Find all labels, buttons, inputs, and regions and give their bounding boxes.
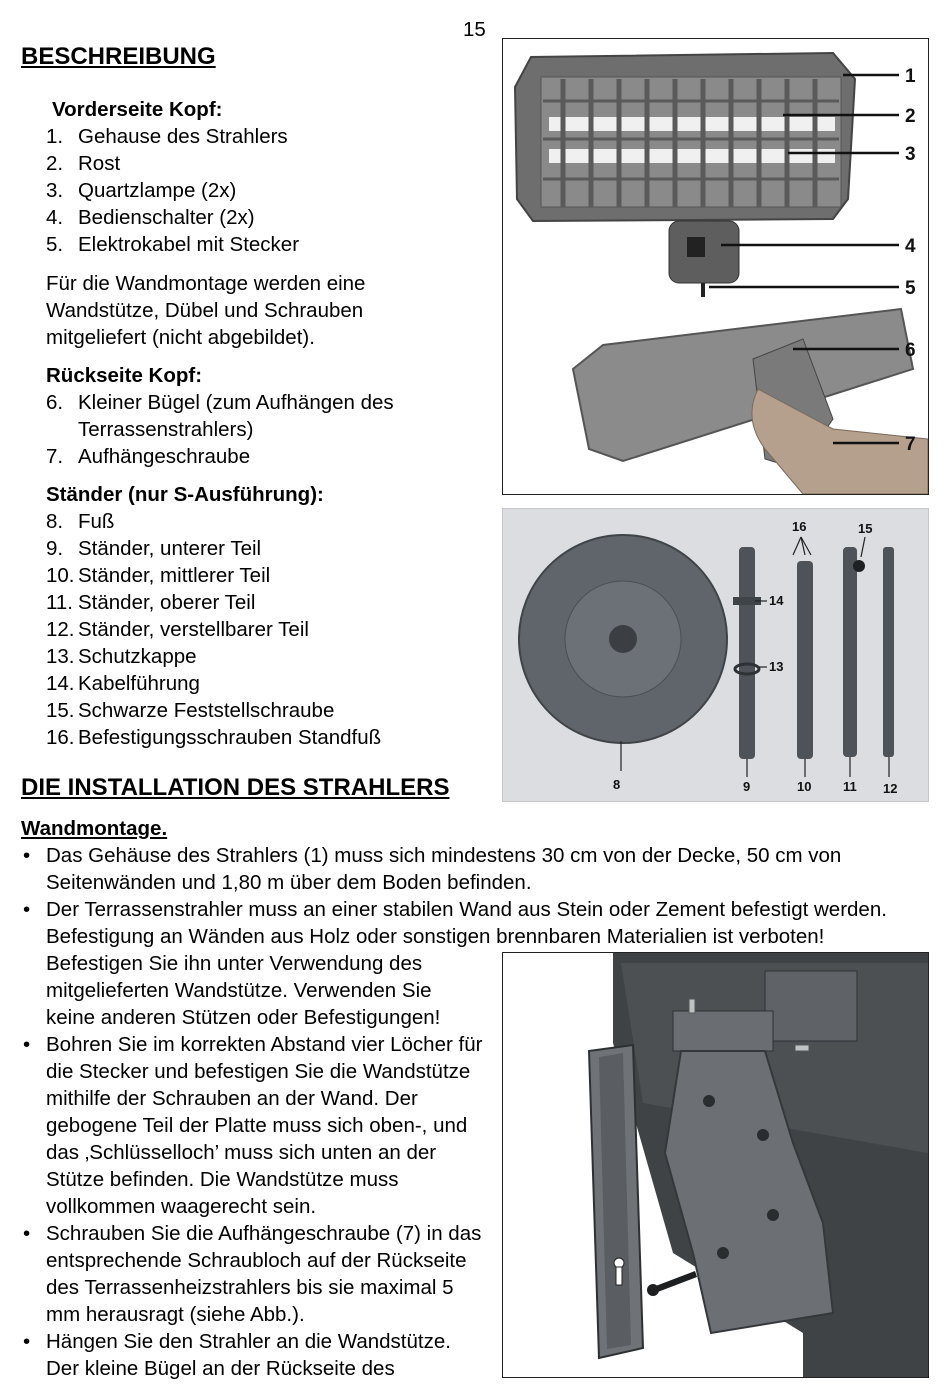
callout-label: 10 (797, 779, 812, 794)
callout-label: 13 (769, 659, 784, 674)
list-item: • Schrauben Sie die Aufhängeschraube (7) in das entsprechende Schraubloch auf der Rückseite des Terrassenheizstrahlers bis sie maximal 5 mm herausragt (siehe Abb.). (20, 1220, 488, 1328)
callout-label: 16 (792, 519, 807, 534)
bullet2-continuation: Befestigen Sie ihn unter Verwendung des mitgelieferten Wandstütze. Verwenden Sie keine anderen Stützen oder Befestigungen! (46, 952, 441, 1029)
list-item: 6. Kleiner Bügel (zum Aufhängen des Terrassenstrahlers) (46, 391, 394, 441)
list-item: 12. Ständer, verstellbarer Teil (46, 618, 309, 641)
callout-label: 6 (905, 340, 916, 361)
page-number: 15 (463, 18, 486, 41)
list-item: 9. Ständer, unterer Teil (46, 537, 262, 560)
wall-bracket-figure (502, 952, 929, 1378)
heater-head-illustration (503, 39, 928, 494)
list-item: 3. Quartzlampe (2x) (46, 179, 237, 202)
callout-label: 11 (843, 779, 857, 794)
callout-label: 7 (905, 434, 916, 455)
list-item: 15. Schwarze Feststellschraube (46, 699, 335, 722)
stand-list (46, 508, 486, 751)
back-head-title: Rückseite Kopf: (46, 364, 203, 387)
back-head-list (46, 389, 446, 470)
callout-label: 8 (613, 777, 621, 792)
list-item: 4. Bedienschalter (2x) (46, 206, 255, 229)
list-item: • Der Terrassenstrahler muss an einer stabilen Wand aus Stein oder Zement befestigt werden. Befestigung an Wänden aus Holz oder sonstigen brennbaren Materialien ist verboten! (20, 896, 935, 950)
callout-label: 4 (905, 236, 916, 257)
callout-label: 12 (883, 781, 898, 796)
list-item: 16. Befestigungsschrauben Standfuß (46, 726, 382, 749)
heater-head-figure (502, 38, 929, 495)
stand-parts-illustration (503, 509, 928, 801)
list-item: 14. Kabelführung (46, 672, 200, 695)
stand-title: Ständer (nur S-Ausführung): (46, 483, 324, 506)
callout-label: 14 (769, 593, 784, 608)
list-item: 10. Ständer, mittlerer Teil (46, 564, 271, 587)
callout-label: 9 (743, 779, 751, 794)
callout-label: 5 (905, 278, 916, 299)
list-item: 5. Elektrokabel mit Stecker (46, 233, 300, 256)
mounting-note: Für die Wandmontage werden eine Wandstütze, Dübel und Schrauben mitgeliefert (nicht abgebildet). (46, 272, 366, 349)
list-item: 11. Ständer, oberer Teil (46, 591, 256, 614)
list-item: • Das Gehäuse des Strahlers (1) muss sich mindestens 30 cm von der Decke, 50 cm von Seitenwänden und 1,80 m über dem Boden befinden. (20, 842, 935, 896)
description-heading: BESCHREIBUNG (21, 43, 216, 70)
installation-heading: DIE INSTALLATION DES STRAHLERS (21, 774, 450, 801)
stand-parts-figure (502, 508, 929, 802)
list-item: 2. Rost (46, 152, 121, 175)
list-item: 8. Fuß (46, 510, 115, 533)
front-head-list (46, 123, 486, 258)
callout-label: 3 (905, 144, 916, 165)
callout-label: 15 (858, 521, 873, 536)
list-item: • Bohren Sie im korrekten Abstand vier Löcher für die Stecker und befestigen Sie die Wandstütze mithilfe der Schrauben an der Wand. Der gebogene Teil der Platte muss sich oben-, und das ‚Schlüsselloch’ muss sich unten an der Stütze befinden. Die Wandstütze muss vollkommen waagerecht sein. (20, 1031, 488, 1220)
install-bullets-top (20, 842, 935, 950)
install-bullets-bottom (20, 1031, 488, 1382)
wall-bracket-illustration (503, 953, 928, 1377)
list-item: 1. Gehause des Strahlers (46, 125, 288, 148)
list-item: 7. Aufhängeschraube (46, 445, 251, 468)
callout-label: 2 (905, 106, 916, 127)
list-item: • Hängen Sie den Strahler an die Wandstütze. Der kleine Bügel an der Rückseite des (20, 1328, 488, 1382)
callout-label: 1 (905, 66, 916, 87)
front-head-title: Vorderseite Kopf: (52, 98, 223, 121)
wall-mount-title: Wandmontage. (21, 817, 168, 840)
list-item: 13. Schutzkappe (46, 645, 197, 668)
